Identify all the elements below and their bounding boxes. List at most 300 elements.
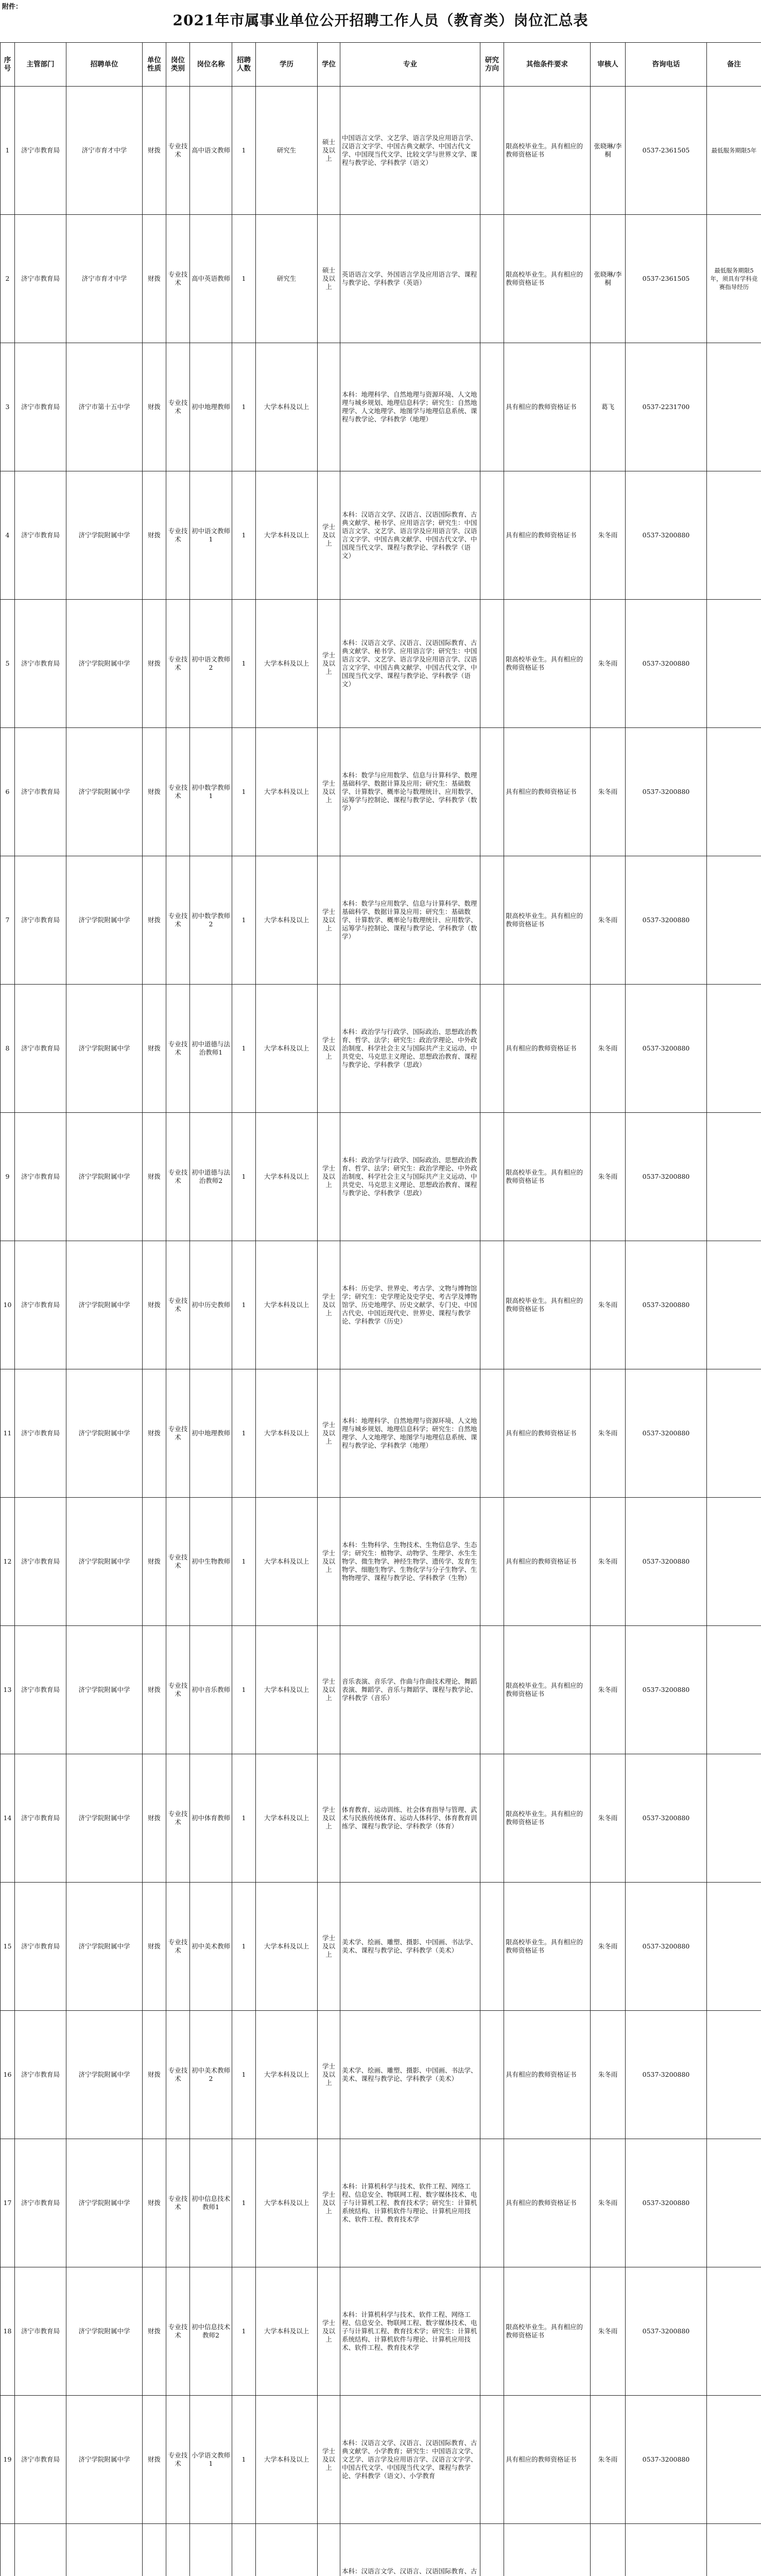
cell-other: 限高校毕业生。具有相应的教师资格证书 (504, 600, 591, 728)
cell-post: 小学语文教师1 (190, 2396, 232, 2524)
cell-degree: 学士及以上 (318, 1241, 340, 1369)
cell-direction (480, 215, 504, 343)
cell-type: 专业技术 (166, 1626, 190, 1754)
cell-type (166, 2524, 190, 2576)
cell-degree: 学士及以上 (318, 1883, 340, 2011)
cell-no: 4 (1, 471, 15, 600)
cell-count: 1 (232, 1754, 256, 1883)
cell-count: 1 (232, 343, 256, 471)
cell-major: 音乐表演、音乐学、作曲与作曲技术理论、舞蹈表演、舞蹈学、音乐与舞蹈学、课程与教学论、学科教学（音乐） (340, 1626, 480, 1754)
cell-dept: 济宁市教育局 (15, 1241, 66, 1369)
cell-major: 美术学、绘画、雕塑、摄影、中国画、书法学、美术、课程与教学论、学科教学（美术） (340, 1883, 480, 2011)
cell-major: 本科：生物科学、生物技术、生物信息学、生态学；研究生：植物学、动物学、生理学、水生生物学、微生物学、神经生物学、遗传学、发育生物学、细胞生物学、生物化学与分子生物学、生物物理学、课程与教学论、学科教学（生物） (340, 1498, 480, 1626)
cell-remark: 最低服务期限5年，须具有学科竞赛指导经历 (707, 215, 761, 343)
cell-edu: 大学本科及以上 (256, 728, 318, 856)
cell-other: 具有相应的教师资格证书 (504, 1369, 591, 1498)
header-post: 岗位名称 (190, 43, 232, 87)
cell-nature: 财拨 (143, 728, 166, 856)
cell-major: 本科：数学与应用数学、信息与计算科学、数理基础科学、数据计算及应用；研究生：基础数学、计算数学、概率论与数理统计、应用数学、运筹学与控制论、课程与教学论、学科教学（数学） (340, 856, 480, 985)
header-type: 岗位类别 (166, 43, 190, 87)
cell-count: 1 (232, 471, 256, 600)
cell-remark (707, 2396, 761, 2524)
cell-edu: 大学本科及以上 (256, 2396, 318, 2524)
cell-remark (707, 2011, 761, 2139)
cell-edu: 大学本科及以上 (256, 1883, 318, 2011)
cell-post: 初中语文教师1 (190, 471, 232, 600)
cell-degree: 学士及以上 (318, 2396, 340, 2524)
cell-dept: 济宁市教育局 (15, 1754, 66, 1883)
cell-edu: 大学本科及以上 (256, 2267, 318, 2396)
cell-unit: 济宁学院附属中学 (66, 1113, 143, 1241)
cell-unit: 济宁学院附属中学 (66, 471, 143, 600)
cell-auditor: 朱冬雨 (591, 2011, 626, 2139)
cell-count: 1 (232, 2139, 256, 2267)
cell-phone: 0537-3200880 (626, 1113, 707, 1241)
cell-no: 18 (1, 2267, 15, 2396)
cell-post: 初中地理教师 (190, 343, 232, 471)
cell-major: 本科：汉语言文学、汉语言、汉语国际教育、古典文献学、秘书学、应用语言学；研究生：中国语言文学、文艺学、语言学及应用语言学、汉语言文字学、中国古典文献学、中国古代文学、中国现当代文学、课程与教学论、学科教学（语文） (340, 471, 480, 600)
cell-count: 1 (232, 728, 256, 856)
cell-auditor: 朱冬雨 (591, 856, 626, 985)
table-row (1, 985, 761, 1113)
cell-major: 英语语言文学、外国语言学及应用语言学、课程与教学论、学科教学（英语） (340, 215, 480, 343)
cell-degree: 学士及以上 (318, 1369, 340, 1498)
cell-unit: 济宁市育才中学 (66, 215, 143, 343)
header-auditor: 审核人 (591, 43, 626, 87)
cell-phone: 0537-3200880 (626, 600, 707, 728)
cell-remark (707, 2267, 761, 2396)
cell-degree: 硕士及以上 (318, 215, 340, 343)
attachment-label: 附件： (2, 3, 23, 10)
cell-no: 9 (1, 1113, 15, 1241)
cell-direction (480, 2396, 504, 2524)
cell-auditor: 朱冬雨 (591, 2267, 626, 2396)
cell-no (1, 2524, 15, 2576)
cell-remark (707, 1883, 761, 2011)
cell-count: 1 (232, 1113, 256, 1241)
cell-auditor (591, 2524, 626, 2576)
cell-degree (318, 2524, 340, 2576)
cell-major: 本科：政治学与行政学、国际政治、思想政治教育、哲学、法学；研究生：政治学理论、中外政治制度、科学社会主义与国际共产主义运动、中共党史、马克思主义理论、思想政治教育、课程与教学论、学科教学（思政） (340, 985, 480, 1113)
table-body (1, 87, 761, 2576)
cell-post: 初中生物教师 (190, 1498, 232, 1626)
cell-phone: 0537-3200880 (626, 985, 707, 1113)
cell-edu: 大学本科及以上 (256, 1113, 318, 1241)
table-row (1, 728, 761, 856)
cell-phone: 0537-3200880 (626, 2139, 707, 2267)
header-count: 招聘人数 (232, 43, 256, 87)
cell-post: 初中地理教师 (190, 1369, 232, 1498)
header-major: 专业 (340, 43, 480, 87)
cell-direction (480, 1113, 504, 1241)
cell-no: 17 (1, 2139, 15, 2267)
cell-other: 限高校毕业生。具有相应的教师资格证书 (504, 87, 591, 215)
cell-post: 高中语文教师 (190, 87, 232, 215)
cell-degree: 学士及以上 (318, 2139, 340, 2267)
cell-major: 本科：地理科学、自然地理与资源环境、人文地理与城乡规划、地理信息科学；研究生：自然地理学、人文地理学、地图学与地理信息系统、课程与教学论、学科教学（地理） (340, 1369, 480, 1498)
cell-type: 专业技术 (166, 1369, 190, 1498)
cell-phone: 0537-3200880 (626, 1241, 707, 1369)
cell-no: 7 (1, 856, 15, 985)
cell-remark (707, 600, 761, 728)
cell-post: 初中道德与法治教师2 (190, 1113, 232, 1241)
cell-phone (626, 2524, 707, 2576)
cell-edu: 大学本科及以上 (256, 2011, 318, 2139)
cell-other: 限高校毕业生。具有相应的教师资格证书 (504, 1113, 591, 1241)
cell-count: 1 (232, 985, 256, 1113)
cell-no: 16 (1, 2011, 15, 2139)
cell-phone: 0537-2361505 (626, 215, 707, 343)
cell-edu: 大学本科及以上 (256, 1754, 318, 1883)
header-remark: 备注 (707, 43, 761, 87)
cell-no: 12 (1, 1498, 15, 1626)
cell-dept: 济宁市教育局 (15, 343, 66, 471)
table-row (1, 600, 761, 728)
cell-direction (480, 343, 504, 471)
cell-count: 1 (232, 215, 256, 343)
cell-unit: 济宁学院附属中学 (66, 600, 143, 728)
table-row (1, 343, 761, 471)
cell-type: 专业技术 (166, 2011, 190, 2139)
cell-post: 初中美术教师2 (190, 2011, 232, 2139)
cell-degree: 学士及以上 (318, 600, 340, 728)
cell-auditor: 朱冬雨 (591, 2139, 626, 2267)
cell-major: 本科：数学与应用数学、信息与计算科学、数理基础科学、数据计算及应用；研究生：基础数学、计算数学、概率论与数理统计、应用数学、运筹学与控制论、课程与教学论、学科教学（数学） (340, 728, 480, 856)
cell-type: 专业技术 (166, 1498, 190, 1626)
header-nature: 单位性质 (143, 43, 166, 87)
cell-degree: 学士及以上 (318, 2267, 340, 2396)
cell-post: 初中信息技术教师1 (190, 2139, 232, 2267)
cell-phone: 0537-3200880 (626, 471, 707, 600)
cell-other: 限高校毕业生。具有相应的教师资格证书 (504, 215, 591, 343)
cell-phone: 0537-3200880 (626, 856, 707, 985)
cell-other: 具有相应的教师资格证书 (504, 2396, 591, 2524)
cell-auditor: 葛飞 (591, 343, 626, 471)
cell-direction (480, 87, 504, 215)
cell-edu: 研究生 (256, 215, 318, 343)
cell-direction (480, 471, 504, 600)
cell-edu: 大学本科及以上 (256, 343, 318, 471)
cell-nature: 财拨 (143, 1754, 166, 1883)
cell-no: 5 (1, 600, 15, 728)
cell-count: 1 (232, 1498, 256, 1626)
cell-count: 1 (232, 856, 256, 985)
cell-edu: 研究生 (256, 87, 318, 215)
cell-degree: 学士及以上 (318, 1113, 340, 1241)
cell-no: 13 (1, 1626, 15, 1754)
cell-nature: 财拨 (143, 2267, 166, 2396)
cell-remark (707, 2139, 761, 2267)
cell-type: 专业技术 (166, 985, 190, 1113)
header-degree: 学位 (318, 43, 340, 87)
positions-table (0, 42, 761, 2576)
cell-unit: 济宁学院附属中学 (66, 1241, 143, 1369)
cell-degree: 学士及以上 (318, 1754, 340, 1883)
cell-nature: 财拨 (143, 215, 166, 343)
header-other: 其他条件要求 (504, 43, 591, 87)
cell-type: 专业技术 (166, 1113, 190, 1241)
page-title: 2021年市属事业单位公开招聘工作人员（教育类）岗位汇总表 (172, 12, 589, 29)
cell-other: 限高校毕业生。具有相应的教师资格证书 (504, 1626, 591, 1754)
cell-count: 1 (232, 600, 256, 728)
cell-dept: 济宁市教育局 (15, 2396, 66, 2524)
cell-type: 专业技术 (166, 343, 190, 471)
cell-unit: 济宁学院附属中学 (66, 856, 143, 985)
cell-remark: 最低服务期限5年 (707, 87, 761, 215)
cell-unit: 济宁市育才中学 (66, 87, 143, 215)
cell-phone: 0537-3200880 (626, 1754, 707, 1883)
cell-edu (256, 2524, 318, 2576)
table-row (1, 1883, 761, 2011)
cell-other: 具有相应的教师资格证书 (504, 1498, 591, 1626)
cell-dept: 济宁市教育局 (15, 985, 66, 1113)
cell-nature: 财拨 (143, 1113, 166, 1241)
cell-no: 2 (1, 215, 15, 343)
cell-count: 1 (232, 1883, 256, 2011)
cell-post: 初中语文教师2 (190, 600, 232, 728)
cell-auditor: 张晓琳/李桐 (591, 215, 626, 343)
cell-phone: 0537-3200880 (626, 1498, 707, 1626)
cell-other: 具有相应的教师资格证书 (504, 728, 591, 856)
cell-dept: 济宁市教育局 (15, 2267, 66, 2396)
cell-auditor: 朱冬雨 (591, 1498, 626, 1626)
cell-direction (480, 2011, 504, 2139)
cell-degree: 学士及以上 (318, 1626, 340, 1754)
table-row (1, 1241, 761, 1369)
cell-edu: 大学本科及以上 (256, 985, 318, 1113)
cell-auditor: 朱冬雨 (591, 471, 626, 600)
cell-major: 中国语言文学、文艺学、语言学及应用语言学、汉语言文字学、中国古典文献学、中国古代文学、中国现当代文学、比较文学与世界文学、课程与教学论、学科教学（语文） (340, 87, 480, 215)
cell-no: 14 (1, 1754, 15, 1883)
cell-edu: 大学本科及以上 (256, 856, 318, 985)
cell-direction (480, 1883, 504, 2011)
cell-post (190, 2524, 232, 2576)
cell-unit: 济宁学院附属中学 (66, 2396, 143, 2524)
cell-no: 1 (1, 87, 15, 215)
cell-post: 初中数学教师2 (190, 856, 232, 985)
cell-dept: 济宁市教育局 (15, 215, 66, 343)
cell-auditor: 朱冬雨 (591, 1369, 626, 1498)
cell-post: 高中英语教师 (190, 215, 232, 343)
cell-direction (480, 1498, 504, 1626)
cell-auditor: 张晓琳/李桐 (591, 87, 626, 215)
cell-type: 专业技术 (166, 1241, 190, 1369)
cell-phone: 0537-3200880 (626, 1369, 707, 1498)
cell-phone: 0537-3200880 (626, 728, 707, 856)
cell-type: 专业技术 (166, 1754, 190, 1883)
cell-phone: 0537-3200880 (626, 2396, 707, 2524)
cell-count: 1 (232, 1369, 256, 1498)
cell-post: 初中历史教师 (190, 1241, 232, 1369)
cell-remark (707, 728, 761, 856)
cell-nature (143, 2524, 166, 2576)
cell-dept: 济宁市教育局 (15, 1626, 66, 1754)
cell-unit: 济宁学院附属中学 (66, 728, 143, 856)
cell-no: 3 (1, 343, 15, 471)
cell-degree (318, 343, 340, 471)
cell-phone: 0537-3200880 (626, 2011, 707, 2139)
cell-major: 本科：历史学、世界史、考古学、文物与博物馆学；研究生：史学理论及史学史、考古学及博物馆学、历史地理学、历史文献学、专门史、中国古代史、中国近现代史、世界史、课程与教学论、学科教学（历史） (340, 1241, 480, 1369)
cell-count: 1 (232, 1626, 256, 1754)
cell-direction (480, 2524, 504, 2576)
cell-direction (480, 600, 504, 728)
cell-phone: 0537-3200880 (626, 2267, 707, 2396)
cell-direction (480, 2267, 504, 2396)
table-row (1, 215, 761, 343)
cell-unit: 济宁学院附属中学 (66, 1498, 143, 1626)
cell-degree: 学士及以上 (318, 728, 340, 856)
cell-edu: 大学本科及以上 (256, 1241, 318, 1369)
cell-unit: 济宁学院附属中学 (66, 1369, 143, 1498)
table-header-row (1, 43, 761, 87)
cell-remark (707, 856, 761, 985)
cell-remark (707, 1498, 761, 1626)
cell-dept: 济宁市教育局 (15, 1498, 66, 1626)
cell-other (504, 2524, 591, 2576)
cell-type: 专业技术 (166, 856, 190, 985)
cell-unit: 济宁学院附属中学 (66, 1754, 143, 1883)
cell-post: 初中道德与法治教师1 (190, 985, 232, 1113)
cell-remark (707, 985, 761, 1113)
cell-direction (480, 1369, 504, 1498)
table-row (1, 1369, 761, 1498)
cell-major: 美术学、绘画、雕塑、摄影、中国画、书法学、美术、课程与教学论、学科教学（美术） (340, 2011, 480, 2139)
cell-type: 专业技术 (166, 215, 190, 343)
cell-auditor: 朱冬雨 (591, 1113, 626, 1241)
cell-phone: 0537-3200880 (626, 1626, 707, 1754)
cell-no: 6 (1, 728, 15, 856)
cell-remark (707, 1626, 761, 1754)
cell-direction (480, 728, 504, 856)
header-no: 序号 (1, 43, 15, 87)
cell-count: 1 (232, 2011, 256, 2139)
table-row (1, 1113, 761, 1241)
cell-nature: 财拨 (143, 343, 166, 471)
cell-unit: 济宁学院附属中学 (66, 2011, 143, 2139)
table-row (1, 2267, 761, 2396)
cell-direction (480, 1754, 504, 1883)
header-phone: 咨询电话 (626, 43, 707, 87)
cell-degree: 硕士及以上 (318, 87, 340, 215)
cell-post: 初中体育教师 (190, 1754, 232, 1883)
cell-auditor: 朱冬雨 (591, 1626, 626, 1754)
cell-post: 初中数学教师1 (190, 728, 232, 856)
table-row (1, 471, 761, 600)
cell-nature: 财拨 (143, 471, 166, 600)
cell-other: 限高校毕业生。具有相应的教师资格证书 (504, 1883, 591, 2011)
cell-edu: 大学本科及以上 (256, 471, 318, 600)
cell-remark (707, 2524, 761, 2576)
cell-remark (707, 343, 761, 471)
cell-unit: 济宁学院附属中学 (66, 2139, 143, 2267)
cell-edu: 大学本科及以上 (256, 1626, 318, 1754)
cell-unit: 济宁市第十五中学 (66, 343, 143, 471)
cell-remark (707, 1369, 761, 1498)
cell-major: 本科：汉语言文学、汉语言、汉语国际教育、古典文献学、秘书学、应用语言学；研究生：中国语言文学、文艺学、语言学及应用语言学、汉语言文字学、中国古典文献学、中国古代文学、中国现当代文学、课程与教学论、学科教学（语文） (340, 600, 480, 728)
cell-no: 15 (1, 1883, 15, 2011)
cell-dept (15, 2524, 66, 2576)
cell-dept: 济宁市教育局 (15, 1883, 66, 2011)
cell-edu: 大学本科及以上 (256, 600, 318, 728)
cell-nature: 财拨 (143, 1883, 166, 2011)
header-dept: 主管部门 (15, 43, 66, 87)
cell-nature: 财拨 (143, 856, 166, 985)
cell-dept: 济宁市教育局 (15, 1369, 66, 1498)
cell-unit: 济宁学院附属中学 (66, 1626, 143, 1754)
header-direction: 研究方向 (480, 43, 504, 87)
table-row (1, 2396, 761, 2524)
cell-direction (480, 2139, 504, 2267)
cell-type: 专业技术 (166, 1883, 190, 2011)
cell-phone: 0537-3200880 (626, 1883, 707, 2011)
cell-nature: 财拨 (143, 1241, 166, 1369)
cell-auditor: 朱冬雨 (591, 600, 626, 728)
cell-other: 具有相应的教师资格证书 (504, 343, 591, 471)
cell-major: 本科：计算机科学与技术、软件工程、网络工程、信息安全、物联网工程、数字媒体技术、电子与计算机工程、教育技术学；研究生：计算机系统结构、计算机软件与理论、计算机应用技术、软件工程、教育技术学 (340, 2267, 480, 2396)
cell-degree: 学士及以上 (318, 985, 340, 1113)
cell-nature: 财拨 (143, 1498, 166, 1626)
cell-major: 本科：汉语言文学、汉语言、汉语国际教育、古典文献学、小学教育；研究生：中国语言文学、文艺学、语言学及应用语言学、汉语言文字学、中国古代文学、中国现当代文学、课程与教学论、学科教学（语文）、小学教育 (340, 2396, 480, 2524)
cell-other: 具有相应的教师资格证书 (504, 985, 591, 1113)
cell-degree: 学士及以上 (318, 471, 340, 600)
cell-no: 8 (1, 985, 15, 1113)
cell-unit: 济宁学院附属中学 (66, 2267, 143, 2396)
cell-edu: 大学本科及以上 (256, 1369, 318, 1498)
cell-auditor: 朱冬雨 (591, 1241, 626, 1369)
table-row (1, 1498, 761, 1626)
table-row (1, 87, 761, 215)
cell-nature: 财拨 (143, 985, 166, 1113)
cell-degree: 学士及以上 (318, 1498, 340, 1626)
cell-direction (480, 1241, 504, 1369)
cell-major: 本科：汉语言文学、汉语言、汉语国际教育、古 (340, 2524, 480, 2576)
cell-phone: 0537-2231700 (626, 343, 707, 471)
cell-post: 初中美术教师 (190, 1883, 232, 2011)
cell-auditor: 朱冬雨 (591, 2396, 626, 2524)
cell-remark (707, 1754, 761, 1883)
cell-dept: 济宁市教育局 (15, 2011, 66, 2139)
cell-major: 体育教育、运动训练、社会体育指导与管理、武术与民族传统体育、运动人体科学、体育教育训练学、课程与教学论、学科教学（体育） (340, 1754, 480, 1883)
cell-auditor: 朱冬雨 (591, 728, 626, 856)
cell-remark (707, 471, 761, 600)
cell-no: 11 (1, 1369, 15, 1498)
cell-nature: 财拨 (143, 2396, 166, 2524)
cell-count: 1 (232, 1241, 256, 1369)
cell-other: 具有相应的教师资格证书 (504, 471, 591, 600)
cell-post: 初中信息技术教师2 (190, 2267, 232, 2396)
table-row (1, 2524, 761, 2576)
cell-major: 本科：地理科学、自然地理与资源环境、人文地理与城乡规划、地理信息科学；研究生：自然地理学、人文地理学、地图学与地理信息系统、课程与教学论、学科教学（地理） (340, 343, 480, 471)
cell-nature: 财拨 (143, 2011, 166, 2139)
cell-dept: 济宁市教育局 (15, 856, 66, 985)
cell-dept: 济宁市教育局 (15, 1113, 66, 1241)
cell-type: 专业技术 (166, 471, 190, 600)
cell-post: 初中音乐教师 (190, 1626, 232, 1754)
cell-type: 专业技术 (166, 87, 190, 215)
table-row (1, 1626, 761, 1754)
table-row (1, 856, 761, 985)
table-row (1, 2011, 761, 2139)
cell-count: 1 (232, 2396, 256, 2524)
cell-dept: 济宁市教育局 (15, 600, 66, 728)
header-edu: 学历 (256, 43, 318, 87)
cell-other: 具有相应的教师资格证书 (504, 2139, 591, 2267)
header-unit: 招聘单位 (66, 43, 143, 87)
table-row (1, 1754, 761, 1883)
cell-phone: 0537-2361505 (626, 87, 707, 215)
cell-other: 限高校毕业生。具有相应的教师资格证书 (504, 2267, 591, 2396)
cell-auditor: 朱冬雨 (591, 1754, 626, 1883)
